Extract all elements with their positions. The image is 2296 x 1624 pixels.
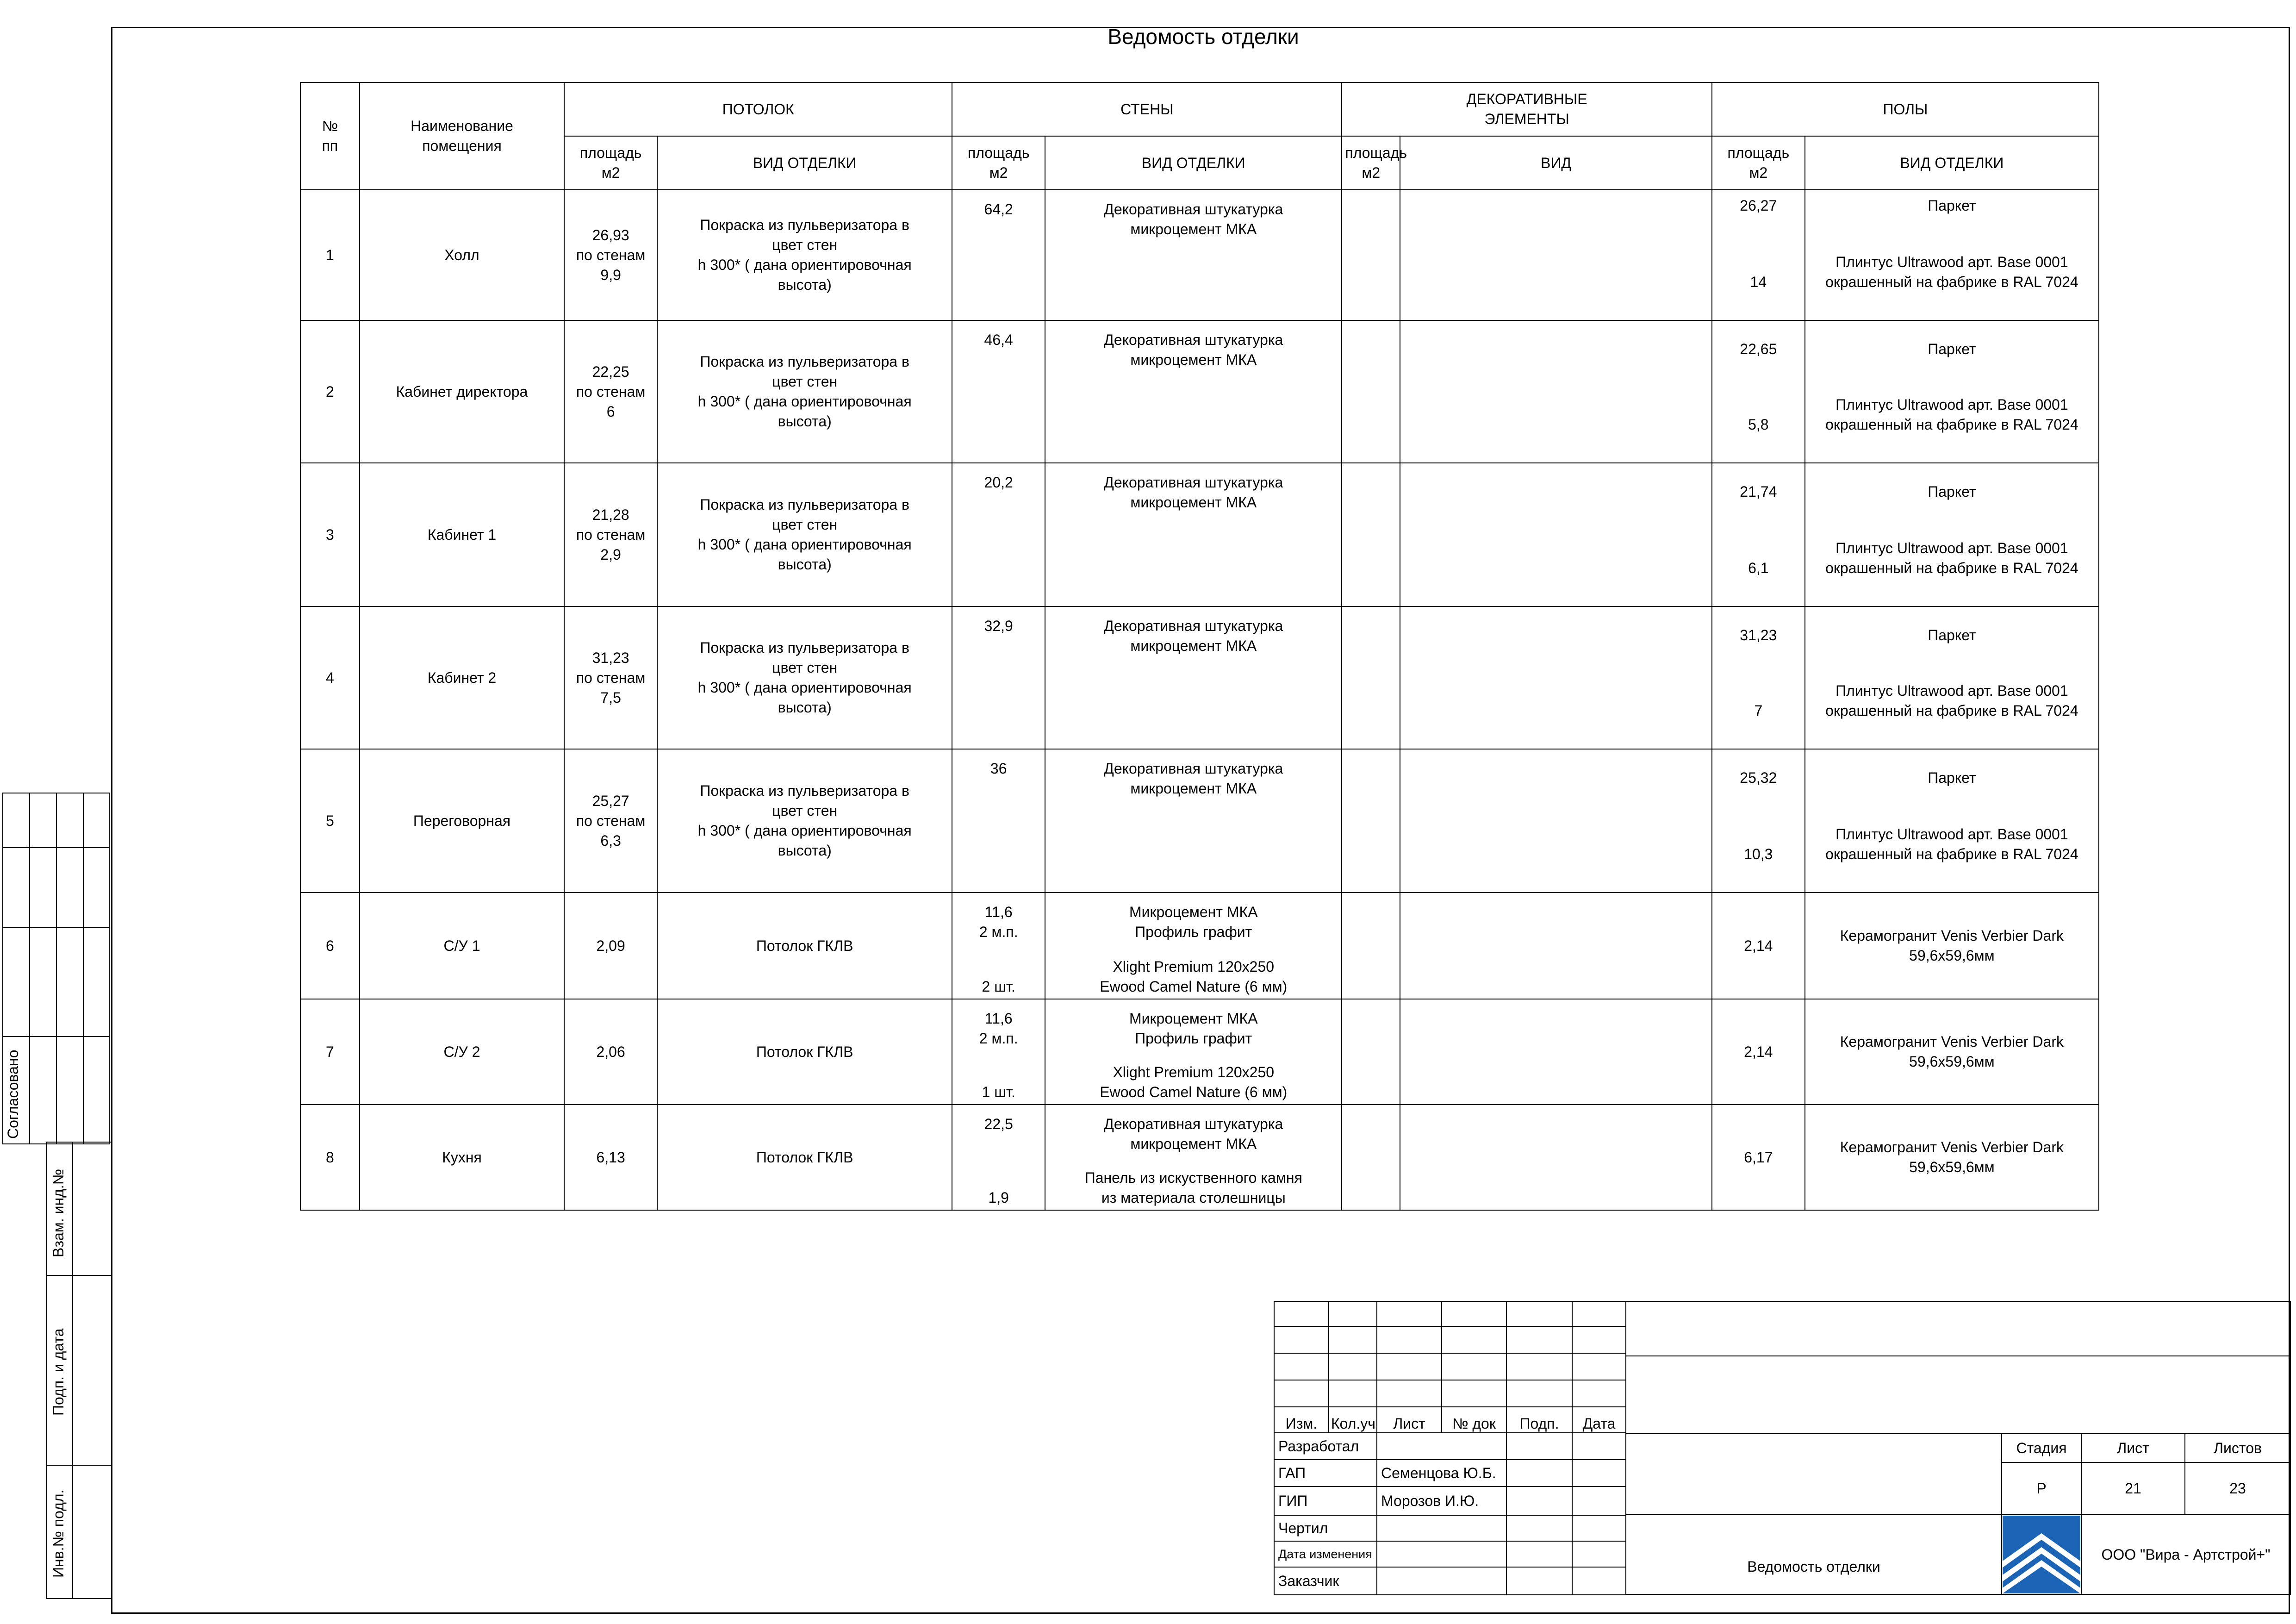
signature-row <box>1274 1460 1626 1487</box>
date-cell <box>1572 1460 1626 1487</box>
agreed-label: Согласовано <box>5 1049 21 1139</box>
room-name: С/У 2 <box>360 999 564 1105</box>
ceiling-area: 2,06 <box>564 999 657 1105</box>
revision-col-header: Кол.уч <box>1329 1407 1377 1433</box>
wall-area-main: 11,6 2 м.п. <box>979 904 1018 940</box>
floor-finish-main: Керамогранит Venis Verbier Dark 59,6x59,6мм <box>1840 1033 2064 1070</box>
floor-finish-extra: Плинтус Ultrawood арт. Base 0001 окрашенный на фабрике в RAL 7024 <box>1825 254 2078 290</box>
decor-type <box>1400 320 1712 463</box>
floor-finish-main: Керамогранит Venis Verbier Dark 59,6x59,6мм <box>1840 927 2064 964</box>
finishing-schedule-table <box>300 82 2099 1211</box>
decor-area <box>1342 749 1400 893</box>
signature-name: Морозов И.Ю. <box>1377 1487 1506 1515</box>
wall-area-extra: 1,9 <box>988 1189 1009 1206</box>
ceiling-finish: Покраска из пульверизатора в цвет стен h 300* ( дана ориентировочная высота) <box>657 190 952 320</box>
floor-finish-main: Паркет <box>1928 627 1976 643</box>
floor-finish-main: Паркет <box>1928 197 1976 214</box>
decor-area <box>1342 999 1400 1105</box>
header-ceiling-area: площадь м2 <box>564 136 657 190</box>
floor-area-extra: 7 <box>1754 702 1763 719</box>
floor-area <box>1712 749 1805 893</box>
room-name: Кабинет 2 <box>360 606 564 749</box>
decor-type <box>1400 606 1712 749</box>
signature-row <box>1274 1515 1626 1541</box>
wall-area-main: 22,5 <box>984 1116 1013 1132</box>
floor-area <box>1712 463 1805 606</box>
signature-row <box>1274 1433 1626 1460</box>
inv-label: Инв.№ подл. <box>50 1489 67 1578</box>
signature-row <box>1274 1541 1626 1567</box>
header-decor-area: площадь м2 <box>1342 136 1400 190</box>
signature-row <box>1274 1567 1626 1595</box>
floor-finish-main: Паркет <box>1928 483 1976 500</box>
company-logo <box>2002 1514 2081 1594</box>
header-room: Наименование помещения <box>360 82 564 190</box>
date-cell <box>1572 1567 1626 1595</box>
wall-finish <box>1045 320 1342 463</box>
wall-finish-main: Декоративная штукатурка микроцемент МКА <box>1104 201 1283 237</box>
decor-type <box>1400 190 1712 320</box>
decor-type <box>1400 463 1712 606</box>
floor-area-extra: 14 <box>1750 274 1767 290</box>
title-block-right <box>1625 1301 2291 1595</box>
floor-area-main: 6,17 <box>1744 1149 1773 1166</box>
wall-area-extra: 2 шт. <box>982 978 1015 995</box>
floor-area-main: 26,27 <box>1740 197 1777 214</box>
header-row-1 <box>300 82 2099 136</box>
floor-area <box>1712 190 1805 320</box>
header-floor-area: площадь м2 <box>1712 136 1805 190</box>
ceiling-area: 21,28 по стенам 2,9 <box>564 463 657 606</box>
revision-col-header: Изм. <box>1274 1407 1329 1433</box>
ceiling-finish: Покраска из пульверизатора в цвет стен h 300* ( дана ориентировочная высота) <box>657 463 952 606</box>
table-row <box>300 999 2099 1105</box>
floor-area-main: 2,14 <box>1744 937 1773 954</box>
wall-finish-main: Декоративная штукатурка микроцемент МКА <box>1104 1116 1283 1152</box>
ceiling-finish: Потолок ГКЛВ <box>657 893 952 999</box>
floor-finish-main: Паркет <box>1928 341 1976 357</box>
revision-col-header: № док <box>1442 1407 1506 1433</box>
signature-role: Дата изменения <box>1274 1541 1377 1567</box>
signature-name <box>1377 1567 1506 1595</box>
wall-finish-extra: Панель из искуственного камня из материала столешницы <box>1084 1169 1302 1206</box>
wall-area <box>952 749 1045 893</box>
wall-finish-main: Декоративная штукатурка микроцемент МКА <box>1104 331 1283 368</box>
decor-area <box>1342 1105 1400 1210</box>
row-number: 3 <box>300 463 360 606</box>
header-ceiling: ПОТОЛОК <box>564 82 952 136</box>
floor-finish <box>1805 320 2099 463</box>
row-number: 8 <box>300 1105 360 1210</box>
room-name: Переговорная <box>360 749 564 893</box>
wall-area <box>952 463 1045 606</box>
floor-finish-extra: Плинтус Ultrawood арт. Base 0001 окрашенный на фабрике в RAL 7024 <box>1825 540 2078 576</box>
floor-finish <box>1805 999 2099 1105</box>
decor-type <box>1400 999 1712 1105</box>
signature-role: Чертил <box>1274 1515 1377 1541</box>
wall-area <box>952 320 1045 463</box>
floor-finish-main: Паркет <box>1928 769 1976 786</box>
revision-col-header: Подп. <box>1506 1407 1572 1433</box>
floor-finish-main: Керамогранит Venis Verbier Dark 59,6x59,6мм <box>1840 1139 2064 1175</box>
signature-cell <box>1506 1460 1572 1487</box>
wall-finish-extra: Xlight Premium 120x250 Ewood Camel Nature (6 мм) <box>1100 958 1288 995</box>
wall-area-main: 20,2 <box>984 474 1013 491</box>
decor-type <box>1400 749 1712 893</box>
wall-finish <box>1045 190 1342 320</box>
wall-finish <box>1045 463 1342 606</box>
revision-columns <box>1274 1407 1626 1433</box>
wall-finish <box>1045 606 1342 749</box>
wall-finish-main: Микроцемент МКА Профиль графит <box>1129 1010 1258 1047</box>
wall-area-main: 46,4 <box>984 331 1013 348</box>
podp-label: Подп. и дата <box>50 1328 67 1416</box>
signature-role: Заказчик <box>1274 1567 1377 1595</box>
wall-area-main: 11,6 2 м.п. <box>979 1010 1018 1047</box>
company-name: ООО "Вира - Артстрой+" <box>2081 1514 2290 1594</box>
date-cell <box>1572 1487 1626 1515</box>
table-row <box>300 749 2099 893</box>
decor-area <box>1342 606 1400 749</box>
decor-type <box>1400 893 1712 999</box>
sheets-label: Листов <box>2185 1434 2290 1462</box>
floor-finish <box>1805 1105 2099 1210</box>
room-name: С/У 1 <box>360 893 564 999</box>
wall-area-main: 36 <box>990 760 1007 777</box>
sheet-label: Лист <box>2081 1434 2185 1462</box>
signature-role: ГАП <box>1274 1460 1377 1487</box>
floor-finish-extra: Плинтус Ultrawood арт. Base 0001 окрашенный на фабрике в RAL 7024 <box>1825 396 2078 433</box>
floor-area-main: 31,23 <box>1740 627 1777 643</box>
ceiling-finish: Покраска из пульверизатора в цвет стен h 300* ( дана ориентировочная высота) <box>657 606 952 749</box>
floor-area-extra: 10,3 <box>1744 846 1773 862</box>
wall-finish <box>1045 893 1342 999</box>
header-floors: ПОЛЫ <box>1712 82 2099 136</box>
date-cell <box>1572 1515 1626 1541</box>
signature-role: ГИП <box>1274 1487 1377 1515</box>
header-walls: СТЕНЫ <box>952 82 1342 136</box>
revision-col-header: Лист <box>1377 1407 1442 1433</box>
row-number: 2 <box>300 320 360 463</box>
wall-finish <box>1045 1105 1342 1210</box>
floor-finish <box>1805 749 2099 893</box>
table-row <box>300 320 2099 463</box>
decor-area <box>1342 463 1400 606</box>
date-cell <box>1572 1433 1626 1460</box>
room-name: Кабинет 1 <box>360 463 564 606</box>
wall-area <box>952 893 1045 999</box>
header-ceiling-type: ВИД ОТДЕЛКИ <box>657 136 952 190</box>
wall-finish-main: Микроцемент МКА Профиль графит <box>1129 904 1258 940</box>
ceiling-area: 26,93 по стенам 9,9 <box>564 190 657 320</box>
floor-finish-extra: Плинтус Ultrawood арт. Base 0001 окрашенный на фабрике в RAL 7024 <box>1825 826 2078 862</box>
signature-cell <box>1506 1541 1572 1567</box>
floor-area <box>1712 893 1805 999</box>
ceiling-area: 31,23 по стенам 7,5 <box>564 606 657 749</box>
wall-finish <box>1045 749 1342 893</box>
signature-name: Семенцова Ю.Б. <box>1377 1460 1506 1487</box>
wall-finish-main: Декоративная штукатурка микроцемент МКА <box>1104 760 1283 797</box>
signature-cell <box>1506 1487 1572 1515</box>
stage-value: Р <box>2002 1462 2081 1514</box>
wall-finish-main: Декоративная штукатурка микроцемент МКА <box>1104 474 1283 511</box>
row-number: 4 <box>300 606 360 749</box>
wall-finish-main: Декоративная штукатурка микроцемент МКА <box>1104 618 1283 654</box>
signature-name <box>1377 1541 1506 1567</box>
decor-area <box>1342 320 1400 463</box>
wall-area-main: 64,2 <box>984 201 1013 218</box>
signature-name <box>1377 1515 1506 1541</box>
header-decor-type: ВИД <box>1400 136 1712 190</box>
row-number: 6 <box>300 893 360 999</box>
header-decor: ДЕКОРАТИВНЫЕ ЭЛЕМЕНТЫ <box>1342 82 1712 136</box>
sheet-value: 21 <box>2081 1462 2185 1514</box>
row-number: 1 <box>300 190 360 320</box>
floor-area-main: 25,32 <box>1740 769 1777 786</box>
table-row <box>300 893 2099 999</box>
room-name: Холл <box>360 190 564 320</box>
floor-area <box>1712 320 1805 463</box>
ceiling-area: 2,09 <box>564 893 657 999</box>
ceiling-finish: Потолок ГКЛВ <box>657 1105 952 1210</box>
ceiling-area: 22,25 по стенам 6 <box>564 320 657 463</box>
ceiling-finish: Покраска из пульверизатора в цвет стен h 300* ( дана ориентировочная высота) <box>657 320 952 463</box>
wall-finish <box>1045 999 1342 1105</box>
decor-type <box>1400 1105 1712 1210</box>
floor-area-extra: 5,8 <box>1748 416 1769 433</box>
table-row <box>300 606 2099 749</box>
floor-area-main: 21,74 <box>1740 483 1777 500</box>
ceiling-area: 25,27 по стенам 6,3 <box>564 749 657 893</box>
header-num: № пп <box>300 82 360 190</box>
row-number: 5 <box>300 749 360 893</box>
stage-label: Стадия <box>2002 1434 2081 1462</box>
page-title: Ведомость отделки <box>1108 25 1299 49</box>
ceiling-finish: Потолок ГКЛВ <box>657 999 952 1105</box>
wall-area <box>952 606 1045 749</box>
floor-finish <box>1805 190 2099 320</box>
ceiling-finish: Покраска из пульверизатора в цвет стен h 300* ( дана ориентировочная высота) <box>657 749 952 893</box>
wall-finish-extra: Xlight Premium 120x250 Ewood Camel Nature (6 мм) <box>1100 1064 1288 1100</box>
sheets-value: 23 <box>2185 1462 2290 1514</box>
room-name: Кабинет директора <box>360 320 564 463</box>
revision-col-header: Дата <box>1572 1407 1626 1433</box>
floor-area <box>1712 999 1805 1105</box>
signature-row <box>1274 1487 1626 1515</box>
room-name: Кухня <box>360 1105 564 1210</box>
floor-finish <box>1805 606 2099 749</box>
floor-finish-extra: Плинтус Ultrawood арт. Base 0001 окрашенный на фабрике в RAL 7024 <box>1825 682 2078 719</box>
header-wall-area: площадь м2 <box>952 136 1045 190</box>
vzam-label: Взам. инд.№ <box>50 1168 67 1257</box>
decor-area <box>1342 893 1400 999</box>
floor-area <box>1712 1105 1805 1210</box>
header-row-2 <box>300 136 2099 190</box>
signature-role: Разработал <box>1274 1433 1377 1460</box>
floor-area-main: 2,14 <box>1744 1043 1773 1060</box>
table-row <box>300 1105 2099 1210</box>
floor-area-extra: 6,1 <box>1748 560 1769 576</box>
revision-table <box>1274 1301 1626 1595</box>
floor-area-main: 22,65 <box>1740 341 1777 357</box>
wall-area-main: 32,9 <box>984 618 1013 634</box>
signature-cell <box>1506 1515 1572 1541</box>
floor-finish <box>1805 893 2099 999</box>
signature-name <box>1377 1433 1506 1460</box>
wall-area-extra: 1 шт. <box>982 1084 1015 1100</box>
date-cell <box>1572 1541 1626 1567</box>
ceiling-area: 6,13 <box>564 1105 657 1210</box>
floor-area <box>1712 606 1805 749</box>
decor-area <box>1342 190 1400 320</box>
table-row <box>300 190 2099 320</box>
company-logo-icon <box>2003 1516 2080 1593</box>
table-row <box>300 463 2099 606</box>
wall-area <box>952 190 1045 320</box>
signature-cell <box>1506 1433 1572 1460</box>
signature-cell <box>1506 1567 1572 1595</box>
wall-area <box>952 1105 1045 1210</box>
document-title: Ведомость отделки <box>1626 1514 2002 1594</box>
row-number: 7 <box>300 999 360 1105</box>
floor-finish <box>1805 463 2099 606</box>
header-wall-type: ВИД ОТДЕЛКИ <box>1045 136 1342 190</box>
wall-area <box>952 999 1045 1105</box>
header-floor-type: ВИД ОТДЕЛКИ <box>1805 136 2099 190</box>
